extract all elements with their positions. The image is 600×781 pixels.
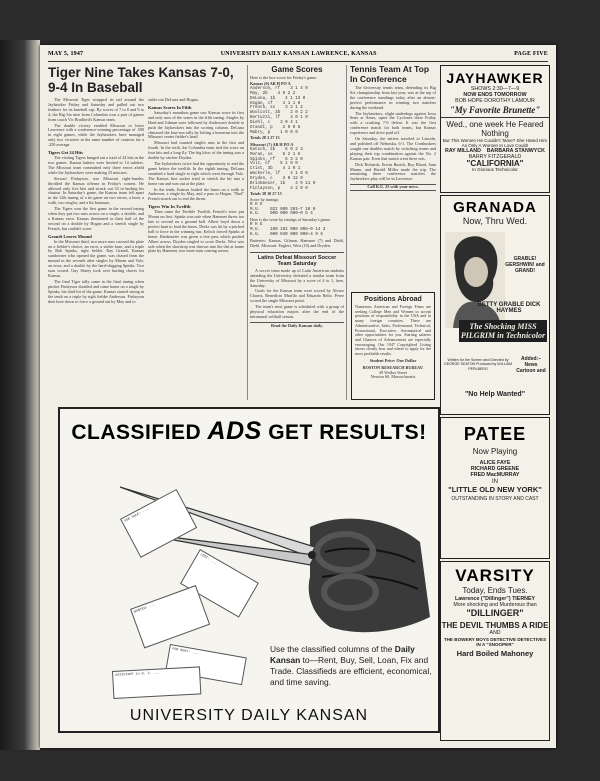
box-score-row: DeLuna, 1b 4 1 13 0 [250, 96, 306, 101]
box-score-row: Diehl, c 3 0 4 1 [250, 121, 298, 126]
now-ends: NOW ENDS TOMORROW [463, 92, 527, 99]
paragraph: The team's next game is scheduled with a group of physical education majors after the end of the intramural softball season. [250, 304, 344, 319]
tagline: As Only A Women In Love Could! [461, 142, 529, 148]
cast-name: BARBARA STANWYCK [486, 148, 545, 155]
baseball-story [48, 65, 244, 400]
box-score-row: Bertuzzi, lf 3 0 1 0 [250, 116, 308, 121]
subhead: Tigers Win In Twelfth [148, 204, 191, 210]
technicolor-note: In Glorious Technicolor [472, 166, 518, 172]
copy-paper: Daily Kansan [270, 644, 415, 665]
masthead [48, 51, 548, 62]
paragraph: A soccer team made up of Latin American students attending the University defeated a similar team from the University of Missouri by a score of 4 to 1, here, Saturday. [250, 267, 344, 288]
box-score-row: Mabry, p 1 0 0 0 [250, 130, 298, 135]
film-title: The Shocking MISS PILGRIM in Technicolor [460, 322, 546, 340]
soccer-headline: Latins Defeat Missouri Soccer Team Saturday [257, 254, 337, 268]
paragraph: Goals for the Kansas team were scored by Alvaro Charris, Benedicto Murillo and Eduardo Belio. Perez scored the single Missouri point. [250, 288, 344, 304]
masthead-paper: UNIVERSITY DAILY KANSAN LAWRENCE, KANSAS [220, 51, 377, 57]
batteries: Batteries: Kansas, Gilman, Hammer (7) and Diehl, Diehl. Missouri: Englert, West (10) and Dryden. [250, 238, 344, 248]
paragraph: strike out DeLuna and Hogan. [148, 97, 199, 102]
paragraph: The Jayhawkers twice had the opportunity to end the game before the twelfth. In the eighth inning, DeLuna smashed a hard single to right which went through Volz. The Kansas first sacker tried to stretch the hit into a home run and was out at the plate. [148, 160, 244, 186]
and-word: AND [489, 630, 501, 637]
kansas-header: Kansas (0) AB H PO A [250, 80, 291, 86]
in-word: IN [492, 478, 498, 485]
paragraph: Then came the Terrible Twelfth. French's error put Moran on first. Spinks was safe when Hammer threw too late to second on a ground ball. Albert hoyd down a perfect bunt to load the bases. Derks was hit by a pitched ball to force in the winning run. Kelsch forced Spinks at home. Brinkmeier was given a free pass which pushed Albert across. Dryden singled to score Derks. West was safe when the shortstop was thrown into the dirt at home plate by Hammer, two more runs coming across. [148, 209, 244, 254]
baseball-col-1 [48, 98, 144, 304]
column-rule [346, 65, 347, 400]
inning-scores [250, 203, 344, 218]
box-score-row: Anderson, rf 3 1 4 0 [250, 86, 308, 91]
box-score-row: Grandt, p 2 0 0 6 [250, 126, 301, 131]
results-word: GET RESULTS! [268, 421, 427, 444]
theater-name: VARSITY [455, 566, 535, 585]
box-score-row: Spinks, rf 5 3 2 0 [250, 157, 303, 162]
paragraph: In the Missouri third, two more runs crossed the plate on a fielder's choice, an error, a stolen base, and a triple by Bob Spinks, right fielder. Ray Grandt, Kansas sundowner who opened the game, was chased from the mound in the seventh after singles by Moran and Volz, an error, and a double by the hard-slugging Spinks. Two runs scored. Guy Shirey took over hurling chores for Kansas. [48, 238, 144, 278]
paragraph: Dick Richards, Erwin Busick, Roy Blood, Sam Munro, and Harold Miller made the trip. The remaining three conference matches the Jayhawkers play will be in Lawrence. [350, 161, 436, 182]
paragraph: The Jayhawkers, slight underdogs against Iowa State at Ames, upset the Cyclones there Friday with a crushing 7-0 defeat. It was the first conference match for both teams, but Kansas experience and drive paid off. [350, 110, 436, 136]
binding-edge [0, 40, 40, 750]
missouri-box-score [250, 148, 344, 192]
now-thru: Now, Thru Wed. [462, 216, 528, 226]
clipping: LOST: ... [180, 549, 259, 618]
game-scores-intro: Here is the box-score for Friday's game: [250, 75, 318, 80]
inning-row: R H E [250, 223, 263, 228]
stars: BOB HOPE DOROTHY LAMOUR [455, 98, 535, 105]
inning-row: K.U. 000 040 000 000—4 9 6 [250, 233, 323, 238]
baseball-headline: Tiger Nine Takes Kansas 7-0, 9-4 In Baseball [48, 65, 234, 95]
call-kansan: Call K.U. 25 with your news. [350, 184, 436, 191]
cast-name: BARRY FITZGERALD [468, 154, 522, 161]
missouri-header: Missouri (7) AB H PO A [250, 141, 294, 147]
box-score-row: Hogan, cf 4 1 1 0 [250, 101, 301, 106]
classified-ad [58, 407, 440, 733]
inning-intro-2: Here is the score by innings of Saturday's game: [250, 217, 331, 223]
cast-name: FRED MacMURRAY [470, 472, 520, 479]
second-feature: THE DEVIL THUMBS A RIDE [441, 621, 549, 631]
soccer-story [250, 252, 344, 329]
film-title: "LITTLE OLD NEW YORK" [448, 484, 542, 494]
masthead-page: PAGE FIVE [514, 51, 548, 57]
paragraph: The Tigers won the first game in the second inning when they put two runs across on a single, a double, and a Kansas error. Kansas threatened in their half of the second on a double by Hogan and a stretch single by French, but couldn't score. [48, 206, 144, 231]
box-score-row: French, ss 3 2 1 2 [250, 106, 303, 111]
inning-scores-2 [250, 223, 344, 238]
subhead: Tigers Get 24 Hits [48, 150, 84, 156]
added-shorts: Added:– News Cartoon and [516, 356, 546, 375]
game-scores-headline: Game Scores [271, 65, 323, 74]
classified-headline [60, 417, 438, 446]
box-score-row: Woolcott, 3b 2 0 2 2 [250, 111, 308, 116]
film-title: "DILLINGER" [466, 608, 524, 619]
kansas-box-score [250, 87, 344, 136]
subhead: Kansas Scores In Fifth [148, 104, 192, 110]
star: Lawrence ("Dillinger") TIERNEY [454, 596, 536, 602]
box-score-row: Crist, 3b 4 1 0 1 [250, 167, 301, 172]
kansas-totals: Totals 28 3 27 13 [250, 134, 280, 140]
paragraph: Missouri had counted singles runs in the first and fourth. In the sixth, the Columbia team tied the score on four hits and a long fly. The big blow of the inning was a double by catcher Dryden. [148, 140, 244, 161]
tagline: OUTSTANDING IN STORY AND CAST [451, 495, 539, 502]
tennis-headline: Tennis Team At Top In Conference [350, 65, 430, 84]
inning-row: R H E [250, 202, 263, 207]
stars: BETTY GRABLE DICK HAYMES [477, 302, 541, 315]
paragraph: The double victory enabled Missouri to leave Lawrence with a conference-winning percentage of .500 in eight games, while the Jayhawkers have managed only two victories in the same number of contests for a .250 average. [48, 122, 144, 148]
tagline: GRABLE! GERSHWIN! and GRAND! [505, 256, 545, 275]
box-score-row: Brinkmeier, 1b 3 0 11 0 [250, 182, 316, 187]
paragraph: Stewart Finlayson, star Missouri right-hander, throttled the Kansas offense in Friday's contest. He allowed only five hits and struck out 33 in hurling his shutout. In Saturday's game, the Kansas team fell apart in the 12th inning of a tie game on two errors, a bunt, a walk, two singles, and a hit batsman. [48, 175, 144, 206]
film-title: "CALIFORNIA" [466, 158, 524, 168]
patee-ad [440, 417, 550, 559]
third-feature: THE BOWERY BOYS DETECTIVE DETECTIVES IN A "SNOOPER" [443, 636, 547, 648]
tagline: But This Women He Couldn't Tame? She Hated Him [442, 137, 548, 143]
positions-abroad-ad [351, 292, 435, 400]
theater-name: GRANADA [453, 199, 537, 216]
clipping: ASSISTANT in N. C. ... [112, 666, 201, 699]
box-score-row: Volz, cf 5 1 0 0 [250, 162, 298, 167]
film-title: "My Favorite Brunette" [449, 104, 541, 115]
positions-address-2: Newton 60, Massachusetts [370, 374, 416, 380]
varsity-ad [440, 561, 550, 741]
copy-rest: to—Rent, Buy, Sell, Loan, Fix and Trade. Classifieds are efficient, economical, and time saving. [270, 655, 432, 687]
masthead-date: MAY 5, 1947 [48, 51, 84, 57]
paragraph: The Missouri Tiger wrapped its tail around the Jayhawker Friday and Saturday and pulled out two feathers for its baseball cap. By scores of 7 to 0 and 9 to 4, the Big Six nine from Columbia won a pair of games from coach Vic Bradford's Kansas team. [48, 97, 144, 122]
inning-row: K.U. 000 000 000—0 5 4 [250, 212, 313, 217]
paragraph: On Saturday, the netters traveled to Lincoln, and polished off Nebraska, 6-1. The Cornhuskers sought one doubles match by switching teams and playing their top combination against the No. 2 Kansas pair. Even that match went three sets. [350, 136, 436, 161]
today-ends: Today, Ends Tues. [462, 586, 528, 595]
box-score-row: Finlayson, p 4 2 0 0 [250, 186, 308, 191]
scissor-pivot [308, 551, 316, 559]
divider [441, 117, 549, 118]
paragraph: In the tenth, Kansas loaded the bases on a walk to Anderson, a single by May, and a pass to Hogan. "Bud" French struck out to end the threat. [148, 186, 244, 202]
clipping: FOR SALE: ... [120, 489, 197, 558]
box-score-row: Dryden, c 3 0 12 0 [250, 177, 303, 182]
cast-name: RICHARD GREENE [470, 466, 520, 473]
theater-name: JAYHAWKER [446, 70, 544, 86]
classified-copy [270, 644, 432, 688]
cast-name: ALICE FAYE [479, 460, 511, 466]
copy-lead: Use the classified columns of the [270, 644, 393, 654]
positions-price: Student Price: One Dollar [369, 357, 417, 363]
inning-row: M.U. 100 102 000 005—9 14 3 [250, 228, 326, 233]
jayhawker-ad [440, 65, 550, 193]
newspaper-page [40, 45, 556, 748]
paragraph: Saturday's marathon game saw Kansas score its first and only runs of the series in the fifth inning. Singles by Hard and Gilman were followed by Anderson's double to push the Jayhawkers into the scoring column. DeLuna climaxed the four-run rally by lofting a homerun into the Missouri center fielder's head. [148, 109, 244, 140]
column-rule [247, 65, 248, 400]
now-playing: Now Playing [472, 447, 518, 456]
cast-name: RAY MILLAND [445, 148, 481, 155]
extra-short: "No Help Wanted" [464, 391, 526, 398]
soccer-footer: Read the Daily Kansan daily. [250, 322, 344, 329]
granada-ad [440, 195, 550, 415]
box-score-row: Moran, ss 5 2 1 5 [250, 152, 301, 157]
fourth-feature: Hard Boiled Mahoney [456, 648, 534, 658]
subhead: Grandt Leaves Mound [48, 233, 92, 239]
box-score-row: Katsch, 2b 5 0 2 3 [250, 147, 303, 152]
positions-firm: BOSTON RESEARCH BUREAU [362, 364, 424, 370]
paragraph: The visiting Tigers banged out a total of 24 hits in the two games. Kansas batters were limited to 14 safeties. The Missouri team committed only three errors afield while the Jayhawkers were making 25 miscues. [48, 155, 144, 175]
positions-headline: Positions Abroad [364, 296, 422, 303]
credits: Written for the Screen and Directed by GEORGE SEATON Produced by WILLIAM PERLBERG [443, 358, 513, 371]
paragraph: The University tennis team, defending its Big Six championship from last year, was at the top of the conference standings today after an almost-perfect performance in winning two matches during the weekend. [350, 85, 436, 110]
paragraph: The final Tiger tally came in the final inning when pitcher Finlayson doubled and came home on a single by Spinks, his third hit of the game. Kansas started strong in the tenth on a triple by right fielder Anderson. Finlayson then bore down to force a ground out by May and to [48, 278, 144, 304]
clipping: WANTED: ... [130, 585, 210, 648]
box-score-row: Wackerle, lf 4 1 0 0 [250, 172, 308, 177]
positions-address-1: 49 Walker Street [379, 369, 407, 375]
theater-name: PATEE [463, 424, 527, 444]
box-score-row: May, 2b 4 0 2 2 [250, 91, 296, 96]
tennis-story [350, 65, 436, 400]
tagline: More shocking and Murderous than [453, 602, 537, 609]
classified-word: CLASSIFIED [71, 421, 202, 444]
missouri-totals: Totals 38 10 27 15 [250, 190, 282, 196]
inning-intro: Score by innings: [250, 196, 280, 202]
wed-feature: Wed., one week He Feared Nothing [446, 119, 544, 138]
game-scores [250, 65, 344, 400]
inning-row: M.U. 022 000 201—7 10 0 [250, 207, 316, 212]
face-shape [464, 257, 488, 287]
classified-footer: UNIVERSITY DAILY KANSAN [129, 707, 369, 724]
ads-word: ADS [207, 417, 262, 445]
showtimes: SHOWS 2:30—7—9 [470, 86, 520, 92]
baseball-col-2 [148, 98, 244, 304]
positions-body: Numerous American and Foreign Firms are seeking College Men and Women to accept positions of responsibility in the USA and in many foreign countries. These are Administrative, Sales, Professional, Technical, Promotional, Executive, Aeronautical and other opportunities for you. Starting salaries and Chances of Advancement are especially encouraging. Our 1947 Copyrighted Listing shows clearly how and where to apply for the most profitable results. [355, 304, 431, 357]
cast-list [441, 460, 549, 479]
clipping: FOR RENT: ... [165, 644, 247, 685]
